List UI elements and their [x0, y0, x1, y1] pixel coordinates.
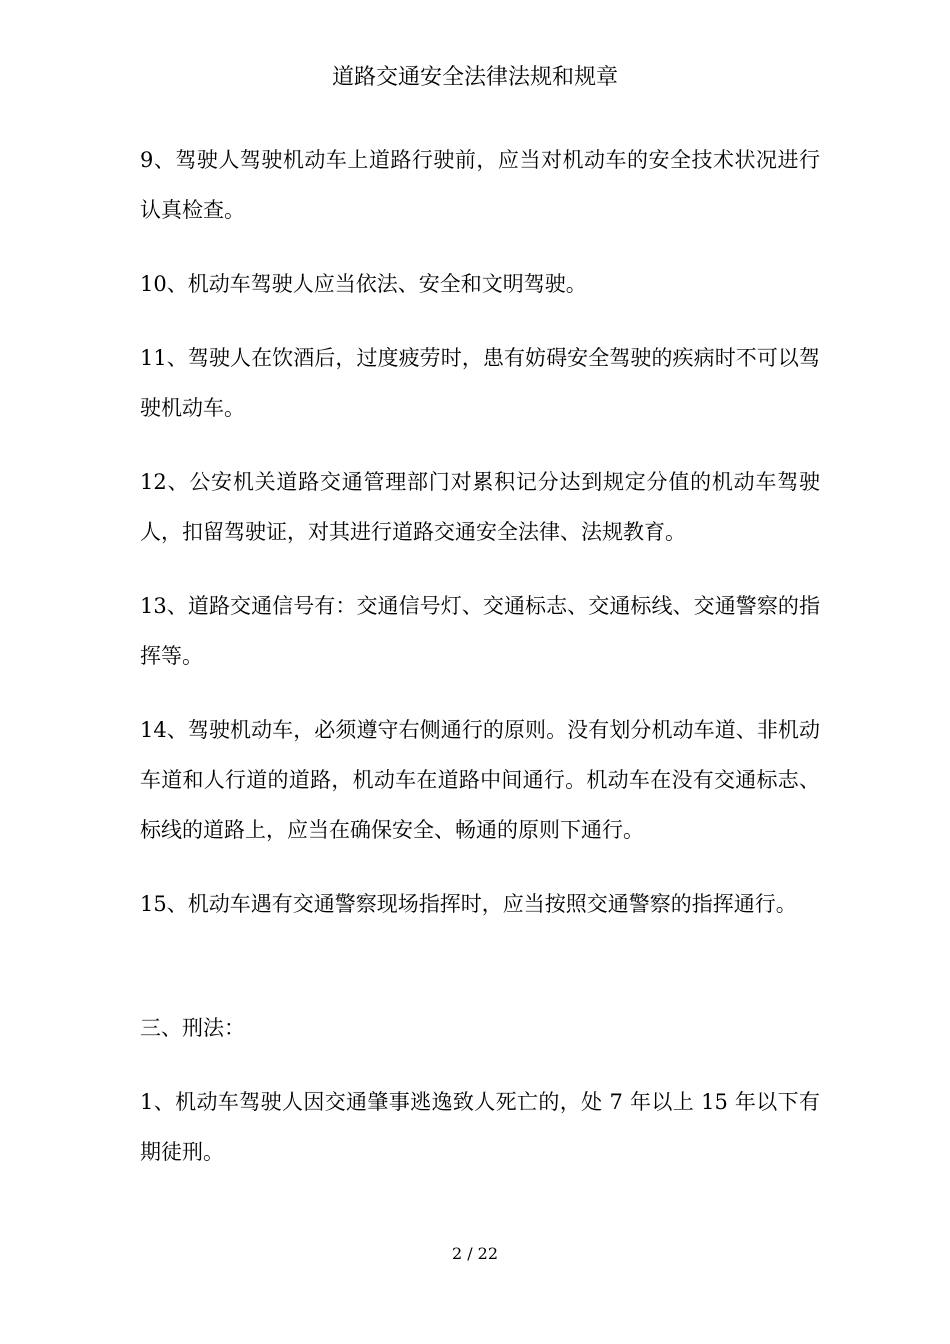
paragraph-rule-14: 14、驾驶机动车，必须遵守右侧通行的原则。没有划分机动车道、非机动车道和人行道的道路，机动车在道路中间通行。机动车在没有交通标志、标线的道路上，应当在确保安全、畅通的原则下通行。: [140, 718, 820, 842]
page-number: 2 / 22: [451, 1244, 499, 1263]
paragraph-rule-10: 10、机动车驾驶人应当依法、安全和文明驾驶。: [140, 272, 587, 296]
page-header-title: 道路交通安全法律法规和规章: [331, 65, 618, 90]
paragraph-rule-11: 11、驾驶人在饮酒后，过度疲劳时，患有妨碍安全驾驶的疾病时不可以驾驶机动车。: [140, 346, 820, 420]
paragraph-rule-12: 12、公安机关道路交通管理部门对累积记分达到规定分值的机动车驾驶人，扣留驾驶证，对其进行道路交通安全法律、法规教育。: [140, 470, 820, 544]
section-heading-criminal-law: 三、刑法：: [140, 1016, 245, 1040]
paragraph-rule-13: 13、道路交通信号有：交通信号灯、交通标志、交通标线、交通警察的指挥等。: [140, 594, 820, 668]
document-body: [140, 135, 820, 1201]
paragraph-rule-15: 15、机动车遇有交通警察现场指挥时，应当按照交通警察的指挥通行。: [140, 892, 797, 916]
paragraph-criminal-law-1: 1、机动车驾驶人因交通肇事逃逸致人死亡的，处 7 年以上 15 年以下有期徒刑。: [140, 1090, 820, 1164]
paragraph-rule-9: 9、驾驶人驾驶机动车上道路行驶前，应当对机动车的安全技术状况进行认真检查。: [140, 148, 820, 222]
